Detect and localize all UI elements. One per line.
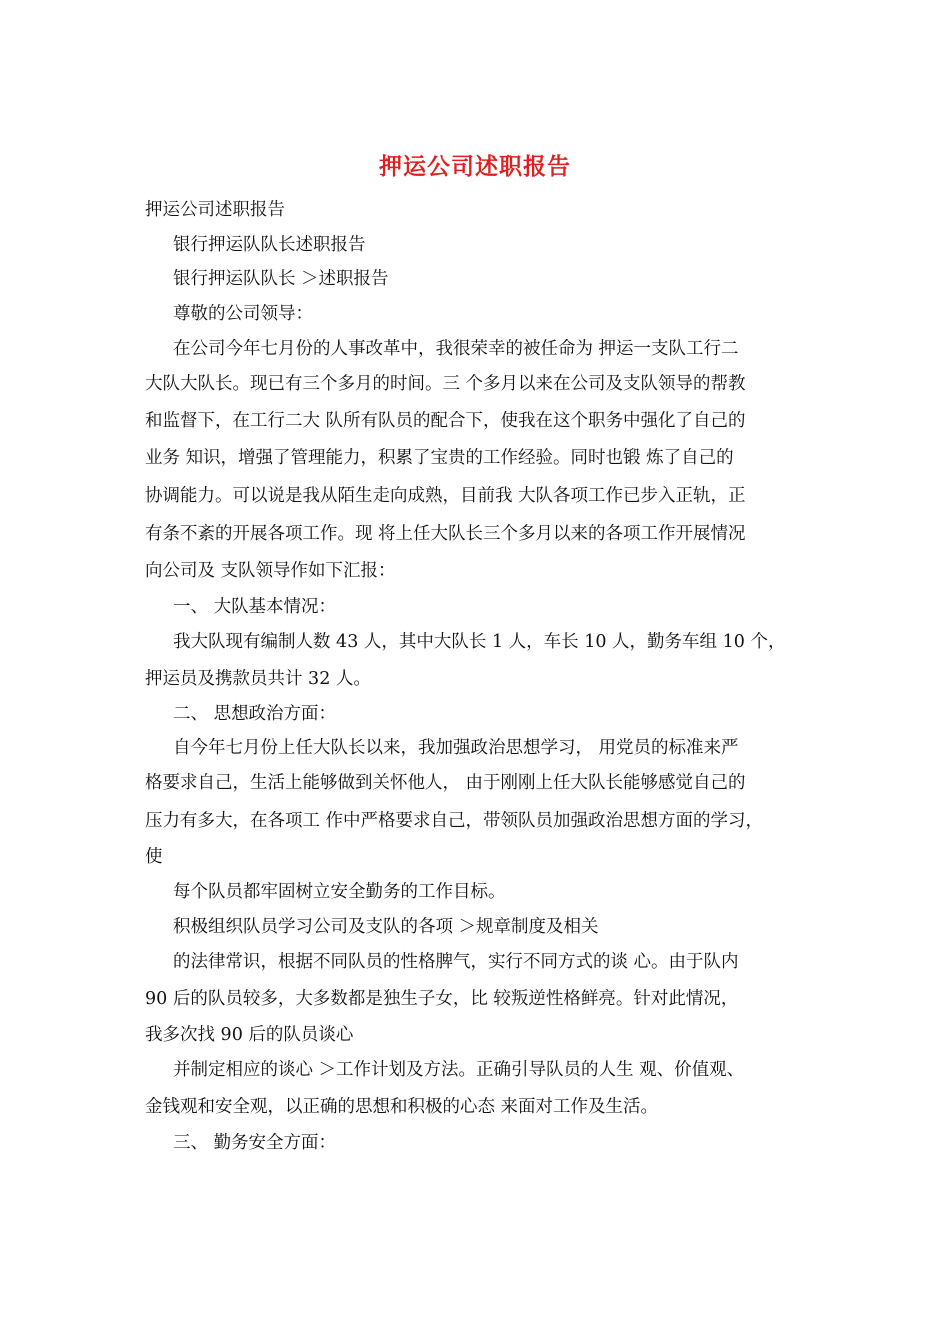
- doc-line: 大队大队长。现已有三个多月的时间。三 个多月以来在公司及支队领导的帮教: [145, 374, 746, 394]
- doc-line: 向公司及 支队领导作如下汇报：: [145, 561, 396, 581]
- doc-line: 并制定相应的谈心 ＞工作计划及方法。正确引导队员的人生 观、价值观、: [173, 1060, 745, 1080]
- doc-line: 尊敬的公司领导：: [173, 304, 313, 324]
- doc-line: 和监督下，在工行二大 队所有队员的配合下，使我在这个职务中强化了自己的: [145, 411, 746, 431]
- doc-line: 金钱观和安全观，以正确的思想和积极的心态 来面对工作及生活。: [145, 1097, 659, 1117]
- doc-line: 每个队员都牢固树立安全勤务的工作目标。: [173, 882, 506, 902]
- doc-line: 银行押运队队长述职报告: [173, 235, 366, 255]
- doc-line: 在公司今年七月份的人事改革中，我很荣幸的被任命为 押运一支队工行二: [173, 339, 739, 359]
- doc-line: 押运公司述职报告: [145, 200, 285, 220]
- doc-line: 积极组织队员学习公司及支队的各项 ＞规章制度及相关: [173, 917, 599, 937]
- doc-line: 格要求自己，生活上能够做到关怀他人， 由于刚刚上任大队长能够感觉自己的: [145, 773, 746, 793]
- doc-line: 压力有多大，在各项工 作中严格要求自己，带领队员加强政治思想方面的学习，: [145, 811, 764, 831]
- doc-line: 我多次找 90 后的队员谈心: [145, 1025, 354, 1045]
- document-title: 押运公司述职报告: [379, 153, 571, 180]
- doc-line: 协调能力。可以说是我从陌生走向成熟，目前我 大队各项工作已步入正轨，正: [145, 486, 746, 506]
- doc-line: 银行押运队队长 ＞述职报告: [173, 269, 389, 289]
- doc-line: 的法律常识，根据不同队员的性格脾气，实行不同方式的谈 心。由于队内: [173, 952, 739, 972]
- doc-line: 90 后的队员较多，大多数都是独生子女，比 较叛逆性格鲜亮。针对此情况，: [145, 989, 739, 1009]
- doc-line: 三、 勤务安全方面：: [173, 1133, 337, 1153]
- doc-line: 押运员及携款员共计 32 人。: [145, 669, 371, 689]
- doc-line: 业务 知识，增强了管理能力，积累了宝贵的工作经验。同时也锻 炼了自己的: [145, 448, 734, 468]
- doc-line: 自今年七月份上任大队长以来，我加强政治思想学习， 用党员的标准来严: [173, 738, 739, 758]
- doc-line: 有条不紊的开展各项工作。现 将上任大队长三个多月以来的各项工作开展情况: [145, 524, 746, 544]
- doc-line: 一、 大队基本情况：: [173, 597, 337, 617]
- doc-line: 我大队现有编制人数 43 人，其中大队长 1 人，车长 10 人，勤务车组 10 个，: [173, 632, 786, 652]
- doc-line: 二、 思想政治方面：: [173, 704, 337, 724]
- doc-line: 使: [145, 847, 163, 867]
